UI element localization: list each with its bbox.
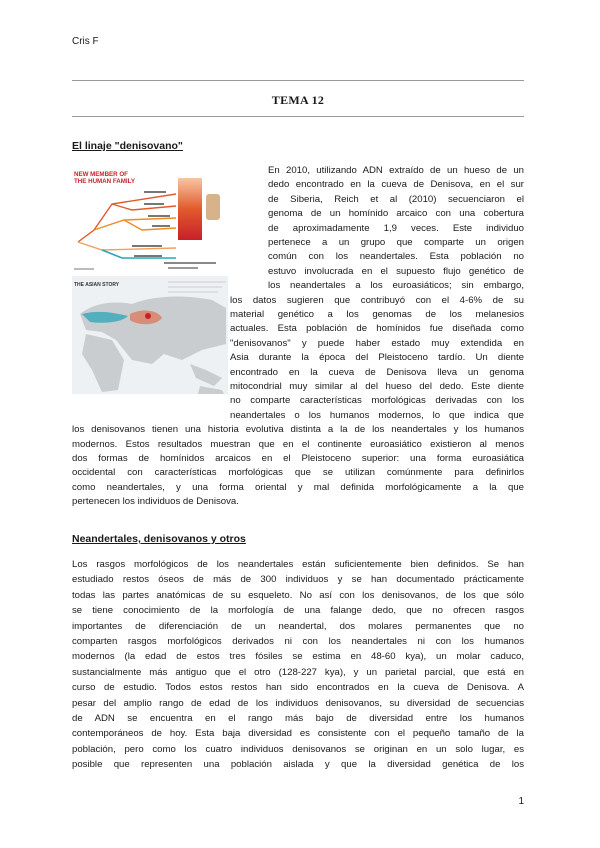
map-title: THE ASIAN STORY	[74, 282, 120, 288]
tooth-image	[206, 194, 220, 220]
text-line: mitocondrial muy similar al del hueso del dedo. Este diente	[230, 381, 524, 392]
text-line: los datos sugieren que contribuyó con el 4-6% de su	[230, 294, 524, 306]
text-line: occidental con características morfológicas que se utilizan comúnmente para definirlos	[72, 467, 524, 479]
text-line: material genético a los genomas de los melanesios	[230, 309, 524, 320]
text-line: los denisovanos tienen una historia evolutiva distinta a la de los neandertales y los humanos	[72, 424, 524, 436]
page-title: TEMA 12	[271, 93, 325, 107]
section-heading-denisovan-lineage: El linaje "denisovano"	[72, 140, 183, 152]
text-line: Los rasgos morfológicos de los neandertales están suficientemente bien definidos. Se han	[72, 559, 524, 570]
section-heading-neanderthals-denisovans: Neandertales, denisovanos y otros	[72, 533, 246, 545]
text-line: importantes de diferenciación de un neandertal, dos molares permanentes que no	[72, 620, 524, 632]
text-line: Asia durante la época del Pleistoceno tardío. Un diente	[230, 352, 524, 364]
text-line: de ADN se encuentra en el rango más bajo de diversidad entre los humanos	[72, 713, 524, 724]
timeline-bar	[178, 178, 202, 240]
title-rule-top	[72, 80, 524, 81]
text-line: estudiado restos óseos de más de 300 individuos y se han documentado prácticamente	[72, 574, 524, 586]
text-line: se tiene conocimiento de la morfología de una falange dedo, que no ofrecen rasgos	[72, 605, 524, 617]
text-line: posible que representen una población aislada y que la diversidad genética de los	[72, 759, 524, 771]
text-line: población, pero como los cuatro individuos denisovanos se originan en un solo lugar, es	[72, 743, 524, 755]
text-line: pesar del amplio rango de edad de los individuos denisovanos, su diversidad de secuencias	[72, 697, 524, 709]
figure-human-family-tree-and-map	[72, 164, 228, 394]
title-rule-bottom	[72, 116, 524, 117]
text-line: de Siberia, Reich et al (2010) secuenciaron el	[268, 193, 524, 205]
text-line: pertenecen los individuos de Denisova.	[72, 496, 239, 508]
text-line: no comparte características morfológicas derivadas con los	[230, 395, 524, 407]
text-line: de aproximadamente 1,9 veces. Este individuo	[268, 222, 524, 234]
human-family-tree	[74, 171, 220, 270]
figure-svg	[72, 164, 228, 394]
text-line: modernos (la edad de estos tres fósiles se estima en 48-60 kya), un molar caduco,	[72, 651, 524, 663]
tree-title-line-1: NEW MEMBER OF	[74, 171, 128, 178]
text-line: todas las partes anatómicas de su esqueleto. No así con los denisovanos, de los que sólo	[72, 589, 524, 601]
author-name: Cris F	[72, 36, 99, 47]
text-line: genoma de un homínido arcaico con una cobertura	[268, 208, 524, 220]
text-line: pertenece a un grupo que comparte un origen	[268, 237, 524, 248]
text-line: encontrado en la cueva de Denisova lleva un genoma	[230, 366, 524, 378]
tree-title-line-2: THE HUMAN FAMILY	[74, 178, 135, 185]
text-line: común con los neandertales. Esta población no	[268, 251, 524, 263]
text-line: dos formas de homínidos arcaicos en el Pleistoceno superior: una forma euroasiática	[72, 453, 524, 464]
text-line: contemporáneos de hoy. Esta baja diversidad es consistente con el pequeño tamaño de la	[72, 728, 524, 740]
text-line: "denisovanos" y puede haber estado muy extendida en	[230, 337, 524, 349]
text-line: modernos. Estos resultados muestran que en el continente euroasiático existieron al menos	[72, 438, 524, 450]
text-line: En 2010, utilizando ADN extraído de un hueso de un	[268, 165, 524, 176]
text-line: estuvo involucrada en el supuesto flujo genético de	[268, 265, 524, 277]
page-number: 1	[518, 796, 524, 807]
text-line: los neandertales a los euroasiáticos; sin embargo,	[268, 280, 524, 292]
text-line: dedo encontrado en la cueva de Denisova, en el sur	[268, 179, 524, 191]
text-line: sustancialmente más antiguo que el otro (128-227 kya), y un parietal parcial, que está en	[72, 666, 524, 678]
text-line: curso de estudio. Todos estos restos han sido encontrados en la cueva de Denisova. A	[72, 682, 524, 694]
text-line: neandertales o los humanos modernos, lo que indica que	[230, 409, 524, 421]
text-line: actuales. Esta población de homínidos fue diseñada como	[230, 323, 524, 335]
text-line: comparten rasgos morfológicos derivados ni con los neandertales ni con los humanos	[72, 636, 524, 647]
text-line: como neandertales, y una forma oriental y mal definida morfológicamente a la que	[72, 481, 524, 493]
asia-map	[72, 276, 228, 394]
